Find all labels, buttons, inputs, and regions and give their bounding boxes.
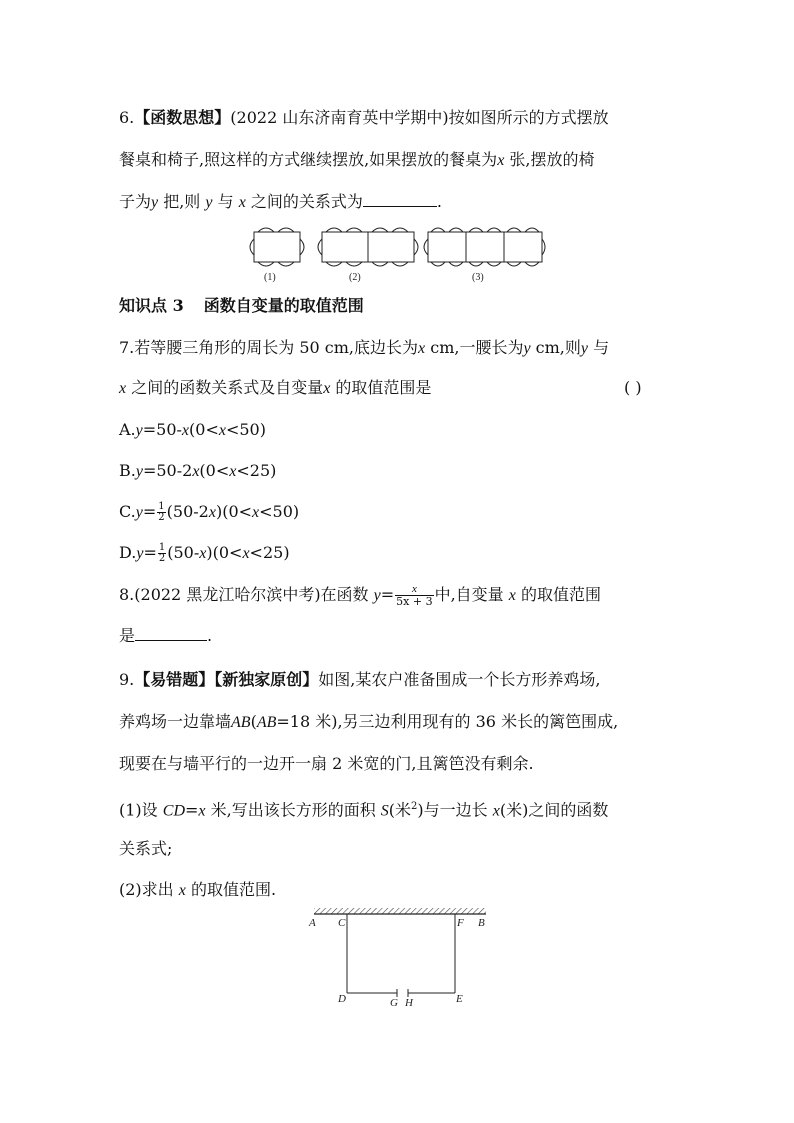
kp-title: 函数自变量的取值范围 [203,296,364,315]
figure-label-2: (2) [349,272,361,283]
figure-label-1: (1) [264,272,276,283]
q9-tag-error-prone: 【易错题】 [134,670,215,689]
q6-number: 6. [119,108,135,127]
option-c: C.y= $\frac{1}{2}$ (50-2x)(0<x<50) [119,501,300,523]
option-a: A.y=50-x(0<x<50) [119,420,266,439]
q7-line-2: x 之间的函数关系式及自变量x 的取值范围是 [119,378,432,397]
q6-line-3: 子为y 把,则 y 与 x 之间的关系式为 . [119,192,442,211]
chicken-farm-figure [300,905,500,1010]
tables-chairs-figure-3 [418,222,548,284]
q9-line-5: 关系式; [119,839,173,858]
q6-line-2: 餐桌和椅子,照这样的方式继续摆放,如果摆放的餐桌为x 张,摆放的椅 [119,150,595,169]
q9-line-4: (1)设 CD=x 米,写出该长方形的面积 S(米$^2$)与一边长 x(米)之间的函数 [119,800,609,820]
q9-line-6: (2)求出 x 的取值范围. [119,880,277,899]
answer-blank [135,626,207,641]
q9-line-2: 养鸡场一边靠墙AB(AB=18 米),另三边利用现有的 36 米长的篱笆围成, [119,712,619,731]
point-label-g: G [390,997,398,1009]
point-label-b: B [478,917,485,929]
q9-line-3: 现要在与墙平行的一边开一扇 2 米宽的门,且篱笆没有剩余. [119,754,534,773]
q6-tag: 【函数思想】 [134,108,231,127]
q6-line-1 [119,108,609,128]
point-label-d: D [338,993,346,1005]
answer-blank [363,192,437,207]
fraction-one-half: $\frac{1}{2}$ [158,501,165,523]
fraction-x-over-5x-plus-3: $\frac{x}{5x + 3}$ [396,583,433,608]
figure-label-3: (3) [472,272,484,283]
point-label-c: C [338,917,346,929]
answer-parentheses: ( ) [624,378,642,397]
q6-text: (2022 山东济南育英中学期中)按如图所示的方式摆放 [230,108,609,127]
knowledge-point-heading [119,296,364,316]
point-label-f: F [457,917,464,929]
q8-line-2: 是 . [119,626,213,645]
q9-line-1: 9.【易错题】【新独家原创】如图,某农户准备围成一个长方形养鸡场, [119,670,601,689]
wall-hatching [314,908,486,914]
q9-tag-original: 【新独家原创】 [214,670,319,689]
option-d: D.y= $\frac{1}{2}$ (50-x)(0<x<25) [119,542,290,564]
kp-label: 知识点 3 [119,296,184,315]
option-b: B.y=50-2x(0<x<25) [119,461,277,480]
point-label-h: H [405,997,413,1009]
q7-line-1: 7.若等腰三角形的周长为 50 cm,底边长为x cm,一腰长为y cm,则y 与 [119,338,610,357]
point-label-e: E [456,993,463,1005]
point-label-a: A [309,917,316,929]
fraction-one-half: $\frac{1}{2}$ [158,542,166,564]
q8-line-1: 8.(2022 黑龙江哈尔滨中考)在函数 y= $\frac{x}{5x + 3}$ 中,自变量 x 的取值范围 [119,583,601,608]
